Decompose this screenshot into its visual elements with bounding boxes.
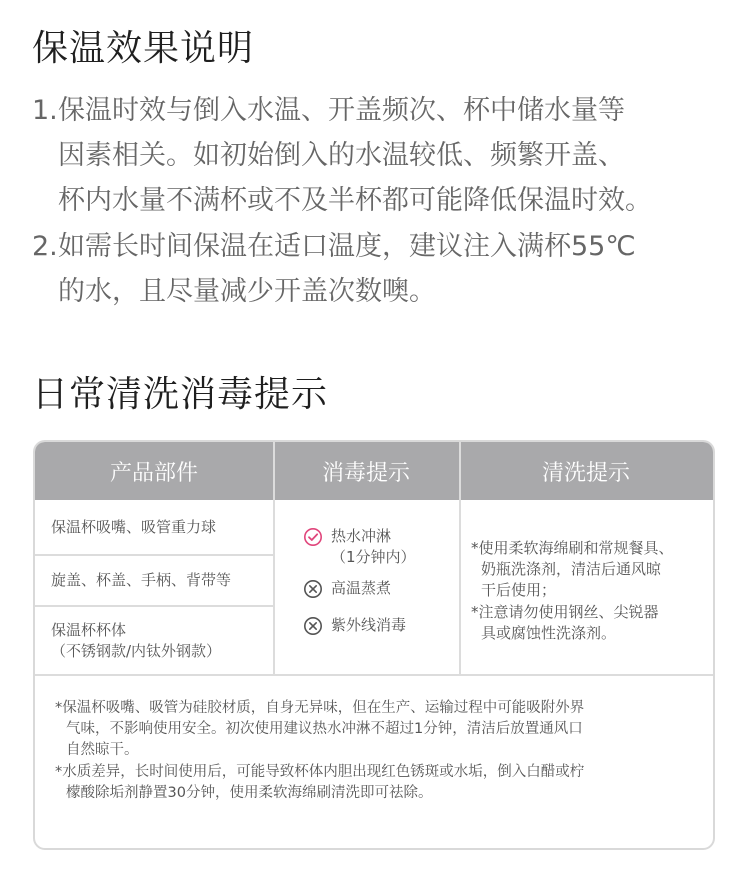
insulation-notes: [32, 88, 732, 315]
disinfect-option: [303, 526, 453, 568]
footer-line: *水质差异，长时间使用后，可能导致杯体内胆出现红色锈斑或水垢，倒入白醋或柠: [55, 764, 585, 780]
table-row: [35, 500, 273, 556]
footer-note: [55, 698, 700, 761]
disinfect-label: 高温蒸煮: [331, 579, 392, 597]
part-name: 旋盖、杯盖、手柄、背带等: [51, 571, 232, 589]
footer-line: 气味，不影响使用安全。初次使用建议热水冲淋不超过1分钟，清洁后放置通风口: [66, 721, 583, 737]
note-item: [32, 224, 732, 314]
note-number: 1.: [32, 95, 58, 126]
divider: [273, 442, 275, 676]
cleaning-line: 具或腐蚀性洗涤剂。: [481, 624, 617, 642]
disinfect-option: [303, 578, 453, 599]
table-row: [35, 607, 273, 674]
header-disinfect: 消毒提示: [321, 460, 410, 486]
note-text: [58, 88, 732, 223]
part-name: 保温杯杯体: [51, 620, 127, 639]
divider: [459, 442, 461, 676]
cleaning-line: 奶瓶洗涤剂，清洁后通风晾: [481, 560, 662, 578]
part-name: 保温杯吸嘴、吸管重力球: [51, 517, 217, 536]
disinfect-note: （1分钟内）: [331, 548, 416, 566]
disinfect-column: [303, 526, 453, 636]
table-row: [35, 556, 273, 607]
divider: [35, 674, 713, 676]
cleaning-tip: [471, 538, 707, 601]
note-line: 因素相关。如初始倒入的水温较低、频繁开盖、: [58, 140, 625, 171]
cleaning-line: 干后使用；: [481, 581, 557, 599]
note-item: [32, 88, 732, 223]
cleaning-tip: [471, 602, 707, 644]
cross-circle-icon: [303, 616, 323, 636]
cleaning-column: [471, 538, 707, 644]
table-header: [35, 442, 713, 500]
disinfect-label: 热水冲淋: [331, 527, 392, 545]
cross-circle-icon: [303, 579, 323, 599]
note-line: 保温时效与倒入水温、开盖频次、杯中储水量等: [58, 95, 625, 126]
note-line: 的水，且尽量减少开盖次数噢。: [58, 276, 436, 307]
note-line: 如需长时间保温在适口温度，建议注入满杯55℃: [58, 231, 636, 262]
note-number: 2.: [32, 231, 58, 262]
footer-line: 檬酸除垢剂静置30分钟，使用柔软海绵刷清洗即可祛除。: [66, 785, 433, 801]
part-material: （不锈钢款/内钛外钢款）: [51, 641, 222, 660]
disinfect-label: 紫外线消毒: [331, 616, 407, 634]
section-title-insulation: 保温效果说明: [32, 28, 255, 69]
section-title-cleaning: 日常清洗消毒提示: [32, 374, 329, 415]
cleaning-table: [33, 440, 715, 850]
header-cleaning: 清洗提示: [541, 460, 630, 486]
parts-column: [35, 500, 273, 674]
header-parts: 产品部件: [109, 460, 198, 486]
footer-note: [55, 762, 700, 804]
footer-line: 自然晾干。: [66, 742, 139, 758]
note-text: [58, 224, 732, 314]
table-footer-notes: [55, 698, 700, 804]
note-line: 杯内水量不满杯或不及半杯都可能降低保温时效。: [58, 185, 652, 216]
disinfect-option: [303, 615, 453, 636]
check-circle-icon: [303, 527, 323, 547]
cleaning-line: *注意请勿使用钢丝、尖锐器: [471, 603, 659, 621]
footer-line: *保温杯吸嘴、吸管为硅胶材质，自身无异味，但在生产、运输过程中可能吸附外界: [55, 700, 585, 716]
disinfect-text: [331, 526, 416, 568]
cleaning-line: *使用柔软海绵刷和常规餐具、: [471, 539, 674, 557]
